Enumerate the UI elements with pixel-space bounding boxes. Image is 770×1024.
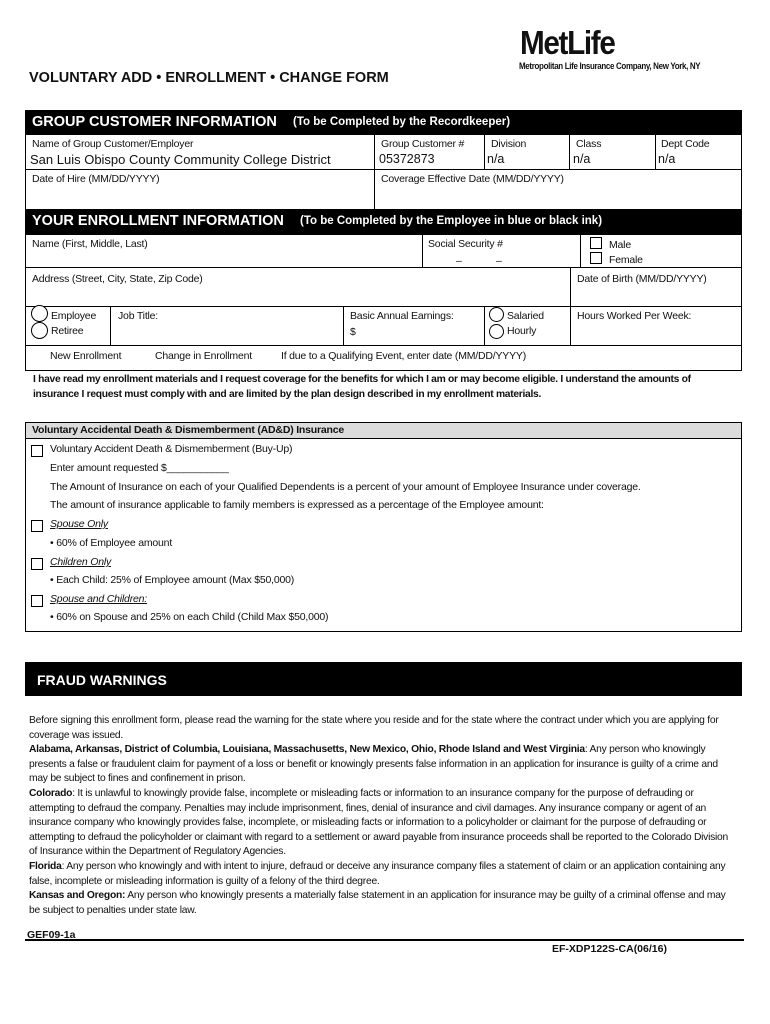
class-label: Class [576, 138, 602, 150]
spouse-only-checkbox[interactable] [31, 520, 43, 532]
group-section-subtitle: (To be Completed by the Recordkeeper) [293, 116, 511, 128]
dept-code-label: Dept Code [661, 138, 710, 150]
ssn-dash-1: – [456, 255, 462, 267]
family-percent-text: The amount of insurance applicable to family members is expressed as a percentage of the Employee amount: [50, 499, 544, 511]
enroll-section-header [25, 209, 742, 234]
children-only-label: Children Only [50, 556, 112, 568]
footer-rule [25, 939, 744, 941]
fraud-intro: Before signing this enrollment form, please read the warning for the state where you reside and for the state where the contract under which you are applying for coverage was issued. [29, 715, 719, 741]
new-enrollment-option[interactable]: New Enrollment [50, 350, 122, 362]
ssn-label: Social Security # [428, 238, 503, 250]
form-code-right: EF-XDP122S-CA(06/16) [552, 943, 667, 955]
amount-request-field[interactable]: Enter amount requested $___________ [50, 462, 229, 474]
employee-name-label: Name (First, Middle, Last) [32, 238, 148, 250]
add-section-header: Voluntary Accidental Death & Dismemberment (AD&D) Insurance [32, 424, 345, 436]
fraud-section-header [25, 662, 742, 696]
hours-label: Hours Worked Per Week: [577, 310, 692, 322]
spouse-children-checkbox[interactable] [31, 595, 43, 607]
fraud-paragraph-florida: Florida: Any person who knowingly and with intent to injure, defraud or deceive any insurance company files a statement of claim or an application containing any false, incomplete or misleading information is guilty of a felony of the third degree. [29, 860, 726, 887]
female-label: Female [609, 254, 643, 266]
group-name-value[interactable]: San Luis Obispo County Community College District [30, 152, 331, 167]
form-code-left: GEF09-1a [27, 929, 76, 941]
fraud-warning-text [29, 714, 734, 918]
fraud-states-colorado: Colorado [29, 787, 73, 799]
group-section-title: GROUP CUSTOMER INFORMATION [32, 114, 277, 130]
hourly-label: Hourly [507, 325, 537, 337]
dependent-percent-text: The Amount of Insurance on each of your Qualified Dependents is a percent of your amount of Employee Insurance under coverage. [50, 481, 641, 493]
children-only-detail: • Each Child: 25% of Employee amount (Max $50,000) [50, 574, 295, 586]
spouse-children-label: Spouse and Children: [50, 593, 147, 605]
male-checkbox[interactable] [590, 237, 602, 249]
fraud-paragraph-general: Alabama, Arkansas, District of Columbia, Louisiana, Massachusetts, New Mexico, Ohio, Rhode Island and West Virginia: Any person who knowingly presents a false or fraudulent claim for payment of a loss or benefit or knowingly presents false information in an application for insurance is guilty of a crime and may be subject to fines and confinement in prison. [29, 744, 718, 785]
dob-label: Date of Birth (MM/DD/YYYY) [577, 273, 707, 285]
employee-label: Employee [51, 310, 97, 322]
spouse-only-label: Spouse Only [50, 518, 108, 530]
salaried-label: Salaried [507, 310, 544, 322]
fraud-states-florida: Florida [29, 860, 62, 872]
hire-date-label: Date of Hire (MM/DD/YYYY) [32, 173, 160, 185]
add-buyup-checkbox[interactable] [31, 445, 43, 457]
company-subtitle: Metropolitan Life Insurance Company, New York, NY [519, 61, 701, 72]
spouse-only-detail: • 60% of Employee amount [50, 537, 173, 549]
division-label: Division [491, 138, 527, 150]
salaried-radio[interactable] [489, 307, 504, 322]
enroll-section-subtitle: (To be Completed by the Employee in blue or black ink) [300, 215, 603, 227]
group-number-value[interactable]: 05372873 [379, 152, 435, 166]
group-number-label: Group Customer # [381, 138, 465, 150]
form-title: VOLUNTARY ADD • ENROLLMENT • CHANGE FORM [29, 70, 389, 86]
retiree-label: Retiree [51, 325, 84, 337]
division-value[interactable]: n/a [487, 152, 505, 166]
address-label: Address (Street, City, State, Zip Code) [32, 273, 203, 285]
fraud-paragraph-kansas-oregon: Kansas and Oregon: Any person who knowingly presents a materially false statement in an application for insurance may be guilty of a criminal offense and may be subject to penalties under state law. [29, 890, 726, 916]
employee-radio[interactable] [31, 305, 48, 322]
hourly-radio[interactable] [489, 324, 504, 339]
metlife-logo: MetLife [520, 24, 615, 61]
children-only-checkbox[interactable] [31, 558, 43, 570]
enrollment-statement: I have read my enrollment materials and I request coverage for the benefits for which I am or may become eligible. I understand the amounts of insurance I request must comply with and are limited by the plan design described in my enrollment materials. [33, 374, 691, 400]
spouse-children-detail: • 60% on Spouse and 25% on each Child (Child Max $50,000) [50, 611, 329, 623]
fraud-section-title: FRAUD WARNINGS [37, 672, 167, 688]
dept-code-value[interactable]: n/a [658, 152, 676, 166]
female-checkbox[interactable] [590, 252, 602, 264]
earnings-currency: $ [350, 326, 356, 338]
coverage-date-label: Coverage Effective Date (MM/DD/YYYY) [381, 173, 564, 185]
group-section-header [25, 110, 742, 134]
add-buyup-label: Voluntary Accident Death & Dismemberment (Buy-Up) [50, 443, 293, 455]
earnings-label: Basic Annual Earnings: [350, 310, 454, 322]
enroll-section-title: YOUR ENROLLMENT INFORMATION [32, 213, 284, 229]
male-label: Male [609, 239, 631, 251]
group-name-label: Name of Group Customer/Employer [32, 138, 194, 150]
change-enrollment-option[interactable]: Change in Enrollment [155, 350, 252, 362]
ssn-dash-2: – [496, 255, 502, 267]
retiree-radio[interactable] [31, 322, 48, 339]
class-value[interactable]: n/a [573, 152, 591, 166]
qualifying-event-label: If due to a Qualifying Event, enter date (MM/DD/YYYY) [281, 350, 527, 362]
fraud-paragraph-colorado: Colorado: It is unlawful to knowingly provide false, incomplete or misleading facts or information to an insurance company for the purpose of defrauding or attempting to defraud the company. Penalties may include imprisonment, fines, denial of insurance and civil damages. Any insurance company or agent of an insurance company who knowingly provides false, incomplete, or misleading facts or information to a policyholder or claimant for the purpose of defrauding or attempting to defraud the policyholder or claimant with regard to a settlement or award payable from insurance proceeds shall be reported to the Colorado Division of Insurance within the Department of Regulatory Agencies. [29, 787, 728, 858]
fraud-states-kansas-oregon: Kansas and Oregon: [29, 890, 126, 902]
job-title-label: Job Title: [118, 310, 159, 322]
fraud-states-general: Alabama, Arkansas, District of Columbia, Louisiana, Massachusetts, New Mexico, Ohio, Rhode Island and West Virginia [29, 744, 585, 756]
